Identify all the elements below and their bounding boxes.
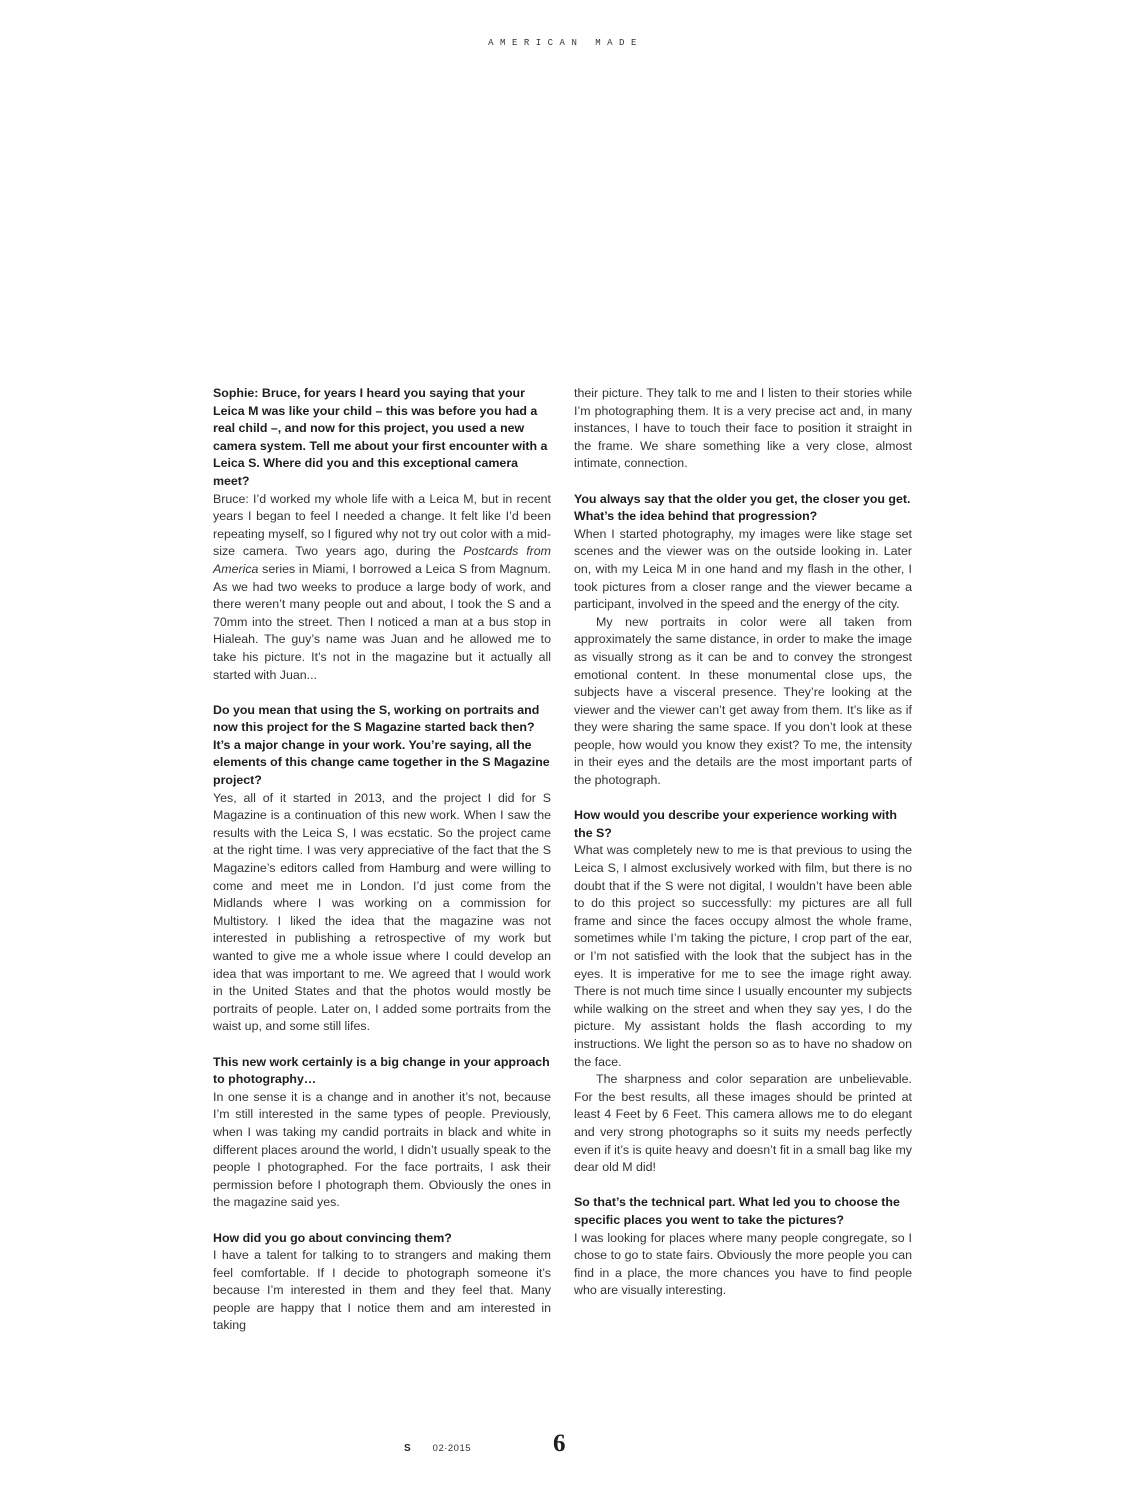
interview-answer: In one sense it is a change and in another it’s not, because I’m still interested in the same types of people. Previously, when I was taking my candid portraits in black and white in different places around the world, I didn’t usually speak to the people I photographed. For the face portraits, I ask their permission before I photograph them. Obviously the ones in the magazine said yes.	[213, 1089, 551, 1210]
qa-block	[213, 1054, 551, 1212]
interview-answer: Yes, all of it started in 2013, and the project I did for S Magazine is a continuation of this new work. When I saw the results with the Leica S, I was ecstatic. So the project came at the right time. I was very appreciative of the fact that the S Magazine’s editors called from Hamburg and were willing to come and meet me in London. I’d just come from the Midlands where I was working on a commission for Multistory. I liked the idea that the magazine was not interested in publishing a retrospective of my work but wanted to give me a whole issue where I could develop an idea that was important to me. We agreed that I would work in the United States and that the photos would mostly be portraits of people. Later on, I added some portraits from the waist up, and some still lifes.	[213, 790, 551, 1034]
answer-text: series in Miami, I borrowed a Leica S from Magnum. As we had two weeks to produce a large body of work, and there weren’t many people out and about, I took the S and a 70mm into the street. Then I noticed a man at a bus stop in Hialeah. The guy’s name was Juan and he allowed me to take his picture. It’s not in the magazine but it actually all started with Juan...	[213, 561, 551, 682]
interview-question: This new work certainly is a big change in your approach to photography…	[213, 1054, 550, 1087]
interview-answer: I was looking for places where many people congregate, so I chose to go to state fairs. Obviously the more people you can find in a place, the more chances you have to find people who are visually interesting.	[574, 1230, 912, 1298]
article-column-left	[213, 385, 551, 1353]
page-footer	[404, 1430, 566, 1458]
interview-question: Sophie: Bruce, for years I heard you saying that your Leica M was like your child – this was before you had a real child –, and now for this project, you used a new camera system. Tell me about your first encounter with a Leica S. Where did you and this exceptional camera meet?	[213, 386, 548, 488]
interview-question: You always say that the older you get, the closer you get. What’s the idea behind that progression?	[574, 491, 911, 524]
running-head-title: AMERICAN MADE	[488, 38, 643, 48]
magazine-mark: S	[404, 1443, 411, 1454]
interview-answer	[213, 491, 551, 685]
article-column-right	[574, 385, 912, 1317]
interview-answer-continued: their picture. They talk to me and I listen to their stories while I’m photographing them. It is a very precise act and, in many instances, I have to touch their face to position it straight in the frame. We share something like a very close, almost intimate, connection.	[574, 386, 912, 471]
interview-answer: The sharpness and color separation are unbelievable. For the best results, all these images should be printed at least 4 Feet by 6 Feet. This camera allows me to do elegant and very strong photographs so it suits my needs perfectly even if it’s is quite heavy and doesn’t fit in a small bag like my dear old M did!	[574, 1072, 912, 1175]
qa-block	[574, 385, 912, 473]
interview-question: How would you describe your experience working with the S?	[574, 808, 897, 840]
qa-block	[213, 1230, 551, 1336]
interview-answer: I have a talent for talking to to strangers and making them feel comfortable. If I decide to photograph someone it’s because I’m interested in them and they feel that. Many people are happy that I notice them and am interested in taking	[213, 1248, 551, 1333]
answer-text: Bruce: I’d worked my whole life with a Leica M, but in recent years I began to feel I needed a change. It felt like I’d been repeating myself, so I figured why not try out color with a mid-size camera. Two years ago, during the	[213, 491, 551, 559]
qa-block	[574, 1194, 912, 1300]
interview-question: How did you go about convincing them?	[213, 1230, 452, 1245]
page-number: 6	[553, 1430, 566, 1457]
series-title-italic: Postcards from America	[213, 544, 551, 576]
qa-block	[574, 491, 912, 790]
qa-block	[213, 702, 551, 1036]
interview-question: So that’s the technical part. What led you to choose the specific places you went to take the pictures?	[574, 1195, 900, 1227]
qa-block	[213, 385, 551, 684]
interview-answer: What was completely new to me is that previous to using the Leica S, I almost exclusively worked with film, but there is no doubt that if the S were not digital, I wouldn’t have been able to do this project so successfully: my pictures are all full frame and since the faces occupy almost the whole frame, sometimes while I’m taking the picture, I crop part of the ear, or I’m not satisfied with the look that the subject has in the eyes. It is imperative for me to see the image right away. There is not much time since I usually encounter my subjects while walking on the street and when they say yes, I do the picture. My assistant holds the flash according to my instructions. We light the person so as to have no shadow on the face.	[574, 843, 912, 1069]
interview-question: Do you mean that using the S, working on portraits and now this project for the S Magazine started back then? It’s a major change in your work. You’re saying, all the elements of this change came together in the S Magazine project?	[213, 702, 550, 788]
qa-block	[574, 807, 912, 1176]
issue-date: 02·2015	[432, 1443, 472, 1454]
interview-answer: When I started photography, my images were like stage set scenes and the viewer was on the outside looking in. Later on, with my Leica M in one hand and my flash in the other, I took pictures from a closer range and the viewer became a participant, involved in the speed and the energy of the city.	[574, 526, 912, 612]
interview-answer: My new portraits in color were all taken from approximately the same distance, in order to make the image as visually strong as it can be and to convey the strongest emotional content. In these monumental close ups, the subjects have a visceral presence. They’re looking at the viewer and the viewer can’t get away from them. It’s like as if they were sharing the same space. If you don’t look at these people, how would you know they exist? To me, the intensity in their eyes and the details are the most important parts of the photograph.	[574, 614, 912, 788]
